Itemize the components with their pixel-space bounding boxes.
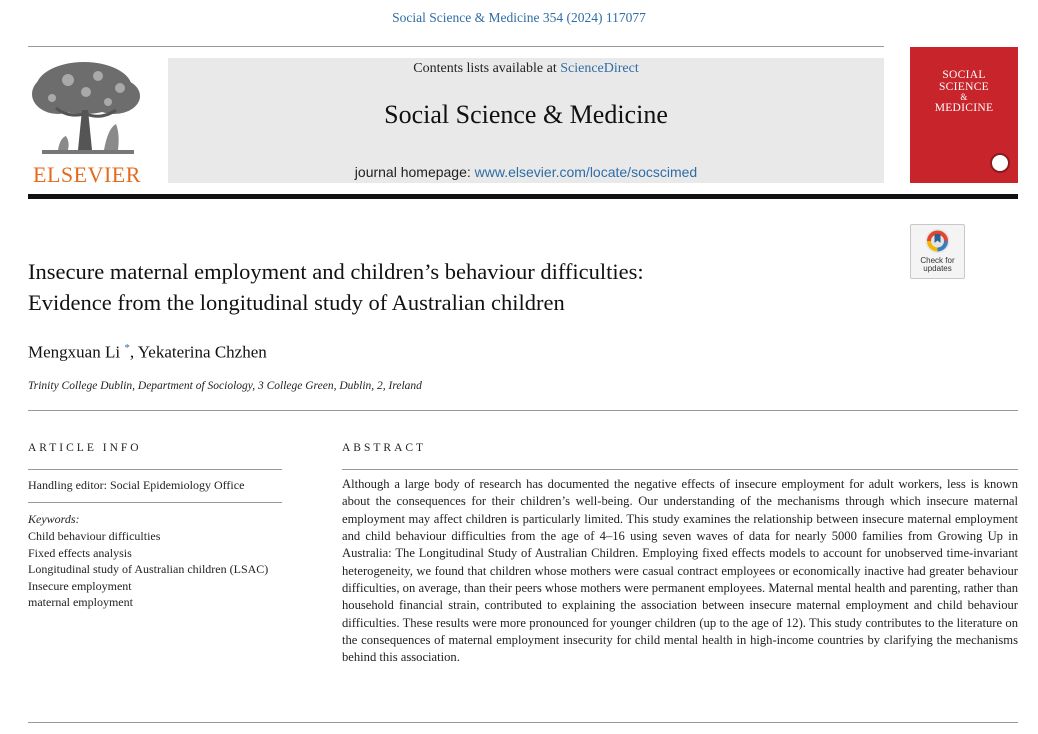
author-separator: , bbox=[129, 342, 138, 362]
cover-amp: & bbox=[960, 92, 968, 102]
journal-cover-thumbnail[interactable] bbox=[910, 47, 1018, 183]
keyword-item: Longitudinal study of Australian children (LSAC) bbox=[28, 562, 269, 576]
keyword-item: Child behaviour difficulties bbox=[28, 529, 161, 543]
title-line2: Evidence from the longitudinal study of Australian children bbox=[28, 290, 565, 315]
keyword-item: Insecure employment bbox=[28, 578, 132, 593]
contents-prefix: Contents lists available at bbox=[413, 61, 561, 76]
title-section-rule bbox=[28, 410, 1018, 411]
journal-reference[interactable] bbox=[0, 10, 1038, 26]
homepage-prefix: journal homepage: bbox=[354, 164, 475, 180]
affiliation: Trinity College Dublin, Department of Sociology, 3 College Green, Dublin, 2, Ireland bbox=[28, 380, 422, 392]
title-line1: Insecure maternal employment and children’s behaviour difficulties: bbox=[28, 259, 644, 284]
bottom-rule bbox=[28, 722, 1018, 723]
publisher-name: ELSEVIER bbox=[33, 162, 141, 187]
authors bbox=[28, 342, 267, 363]
keywords-label: Keywords: bbox=[28, 512, 80, 526]
article-info-heading: ARTICLE INFO bbox=[28, 442, 142, 454]
article-info-rule bbox=[28, 469, 282, 470]
journal-reference-link[interactable]: Social Science & Medicine 354 (2024) 117077 bbox=[392, 10, 646, 25]
contents-line bbox=[168, 61, 884, 77]
homepage-line bbox=[168, 164, 884, 180]
updates-line2: updates bbox=[923, 264, 952, 273]
article-info-divider bbox=[28, 502, 282, 503]
journal-homepage-link[interactable]: www.elsevier.com/locate/socscimed bbox=[474, 164, 698, 180]
updates-line1: Check for bbox=[920, 256, 955, 265]
keyword-item: maternal employment bbox=[28, 595, 133, 609]
cover-title bbox=[910, 69, 1018, 114]
article-title bbox=[28, 256, 888, 318]
cover-line1: SOCIAL bbox=[942, 69, 986, 81]
author-2[interactable]: Yekaterina Chzhen bbox=[137, 342, 267, 362]
handling-editor: Handling editor: Social Epidemiology Office bbox=[28, 478, 245, 492]
sciencedirect-link[interactable]: ScienceDirect bbox=[560, 61, 639, 76]
author-1[interactable]: Mengxuan Li bbox=[28, 342, 121, 362]
cover-badge-icon bbox=[990, 153, 1010, 173]
header-thick-rule bbox=[28, 194, 1018, 199]
abstract-text: Although a large body of research has documented the negative effects of insecure employment for adult workers, less is known about the consequences for their children’s well-being. Our understanding of the mechanisms through which insecure maternal employment may affect children is particularly limited. This study examines the relationship between insecure maternal employment and child behaviour difficulties from the age of 4–16 using seven waves of data for nearly 5000 families from Growing Up in Australia: The Longitudinal Study of Australian Children. Employing fixed effects models to account for unobserved time-invariant heterogeneity, we found that children whose mothers were casual contract employees or economically inactive had greater behaviour difficulties, on average, than their peers whose mothers were permanent employees. Maternal mental health and parenting, rather than household financial strain, contributed to explaining the association between insecure maternal employment and child behaviour difficulties. These results were more pronounced for younger children (up to the age of 12). This study contributes to the literature on the consequences of maternal employment insecurity for child mental health in high-income countries by clarifying the mechanisms behind this association. bbox=[342, 477, 1018, 665]
keywords-list bbox=[28, 528, 278, 611]
cover-line3: MEDICINE bbox=[934, 102, 994, 114]
check-updates-icon bbox=[911, 225, 964, 257]
journal-title: Social Science & Medicine bbox=[384, 100, 668, 129]
journal-masthead bbox=[168, 58, 884, 183]
corresponding-author-mark[interactable]: * bbox=[124, 342, 130, 354]
top-rule bbox=[28, 46, 884, 47]
abstract-heading: ABSTRACT bbox=[342, 442, 427, 454]
keyword-item: Fixed effects analysis bbox=[28, 545, 132, 560]
cover-line2: SCIENCE bbox=[938, 81, 990, 93]
check-updates-label bbox=[911, 257, 964, 273]
abstract-rule bbox=[342, 469, 1018, 470]
check-for-updates-button[interactable] bbox=[910, 224, 965, 279]
